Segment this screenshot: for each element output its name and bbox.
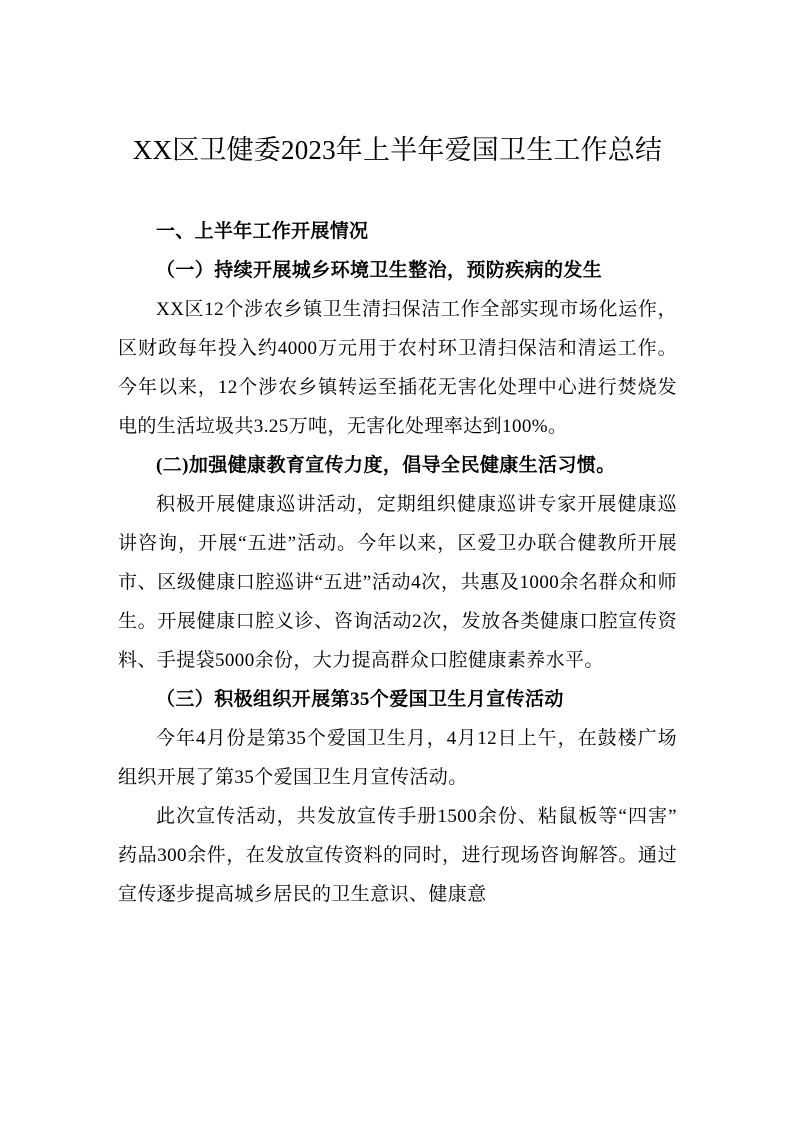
page-title: XX区卫健委2023年上半年爱国卫生工作总结 [132,135,663,165]
subsection-heading-2: (二)加强健康教育宣传力度，倡导全民健康生活习惯。 [156,455,616,476]
subsection-heading-1: （一）持续开展城乡环境卫生整治，预防疾病的发生 [156,260,603,281]
section-heading-1: 一、上半年工作开展情况 [156,221,369,242]
body-paragraph-4: 此次宣传活动，共发放宣传手册1500余份、粘鼠板等“四害”药品300余件，在发放宣传资料的同时，进行现场咨询解答。通过宣传逐步提高城乡居民的卫生意识、健康意 [118,806,677,905]
body-paragraph-2: 积极开展健康巡讲活动，定期组织健康巡讲专家开展健康巡讲咨询，开展“五进”活动。今年以来，区爱卫办联合健教所开展市、区级健康口腔巡讲“五进”活动4次，共惠及1000余名群众和师生。开展健康口腔义诊、咨询活动2次，发放各类健康口腔宣传资料、手提袋5000余份，大力提高群众口腔健康素养水平。 [118,494,677,671]
body-paragraph-1: XX区12个涉农乡镇卫生清扫保洁工作全部实现市场化运作，区财政每年投入约4000万元用于农村环卫清扫保洁和清运工作。今年以来，12个涉农乡镇转运至插花无害化处理中心进行焚烧发电的生活垃圾共3.25万吨，无害化处理率达到100%。 [118,299,677,437]
body-paragraph-3: 今年4月份是第35个爱国卫生月，4月12日上午，在鼓楼广场组织开展了第35个爱国卫生月宣传活动。 [118,728,677,788]
document-body [118,0,677,914]
subsection-heading-3: （三）积极组织开展第35个爱国卫生月宣传活动 [156,689,564,710]
title-spacer [118,172,677,212]
